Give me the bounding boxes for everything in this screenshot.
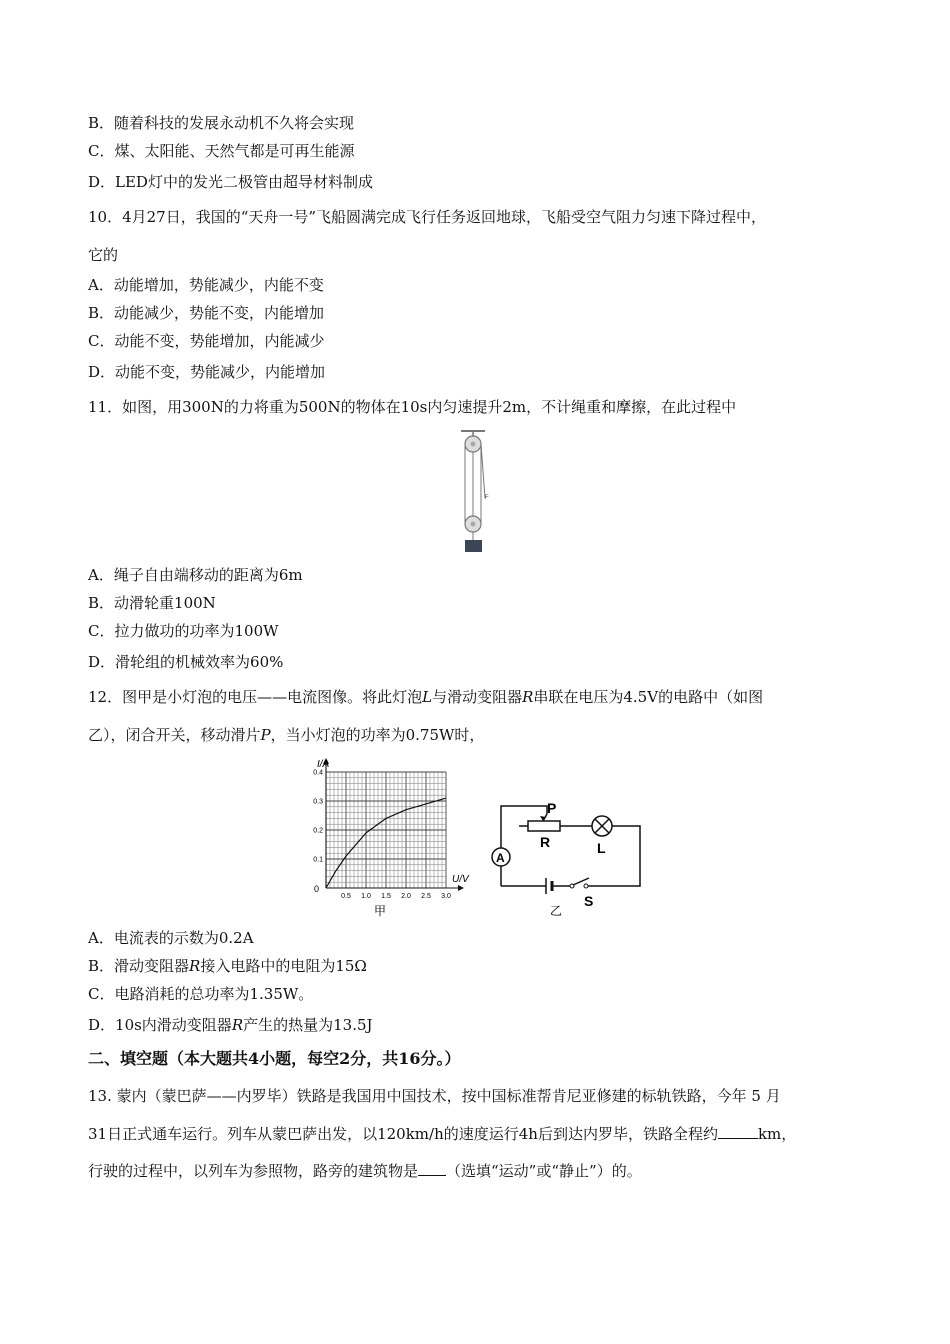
q10-option-a: A．动能增加，势能减少，内能不变	[88, 276, 324, 294]
iu-chart	[308, 755, 478, 920]
q9-option-b: B．随着科技的发展永动机不久将会实现	[88, 114, 355, 132]
q10-option-b: B．动能减少，势能不变，内能增加	[88, 304, 325, 322]
q9-option-d: D．LED灯中的发光二极管由超导材料制成	[88, 173, 373, 191]
q11-option-d: D．滑轮组的机械效率为60%	[88, 653, 284, 671]
x-tick-label: 3.0	[441, 893, 451, 900]
q10-stem-line2: 它的	[88, 246, 119, 264]
q12-stem-line1: 12．图甲是小灯泡的电压——电流图像。将此灯泡L与滑动变阻器R串联在电压为4.5V的电路中（如图	[88, 688, 764, 706]
q11-option-c: C．拉力做功的功率为100W	[88, 622, 279, 640]
x-tick-label: 1.5	[381, 893, 391, 900]
free-rope-end	[481, 444, 485, 498]
q12-option-d: D．10s内滑动变阻器R产生的热量为13.5J	[88, 1016, 373, 1034]
q13-line2: 31日正式通车运行。列车从蒙巴萨出发，以120km/h的速度运行4h后到达内罗毕，铁路全程约 km，	[88, 1125, 797, 1143]
circuit-caption: 乙	[550, 904, 563, 918]
answer-blank-2[interactable]	[418, 1161, 446, 1176]
rheostat-icon	[528, 821, 560, 831]
y-tick-label: 0.2	[313, 827, 323, 835]
q12-option-a: A．电流表的示数为0.2A	[88, 929, 254, 947]
section-2-heading: 二、填空题（本大题共4小题，每空2分，共16分。）	[88, 1049, 461, 1068]
q10-stem-line1: 10．4月27日，我国的“天舟一号”飞船圆满完成飞行任务返回地球，飞船受空气阻力匀速下降过程中，	[88, 208, 767, 226]
chart-caption: 甲	[374, 904, 387, 918]
y-tick-label: 0.1	[313, 856, 323, 864]
q10-option-c: C．动能不变，势能增加，内能减少	[88, 332, 325, 350]
x-tick-label: 1.0	[361, 893, 371, 900]
q13-line3: 行驶的过程中，以列车为参照物，路旁的建筑物是 （选填“运动”或“静止”）的。	[88, 1162, 642, 1180]
weight-block	[465, 540, 482, 552]
label-p: P	[547, 800, 557, 816]
y-axis-label: I/A	[317, 759, 330, 770]
q12-option-b: B．滑动变阻器R接入电路中的电阻为15Ω	[88, 957, 367, 975]
label-l: L	[597, 840, 606, 856]
q11-option-a: A．绳子自由端移动的距离为6m	[88, 566, 303, 584]
q11-stem: 11．如图，用300N的力将重为500N的物体在10s内匀速提升2m，不计绳重和摩擦，在此过程中	[88, 398, 737, 416]
x-tick-label: 0.5	[341, 893, 351, 900]
pulley-figure	[455, 428, 495, 554]
circuit-diagram	[488, 796, 646, 921]
label-s: S	[584, 893, 594, 909]
y-tick-label: 0.4	[313, 769, 323, 777]
x-axis-arrow-icon	[458, 885, 464, 891]
origin-label: 0	[314, 884, 320, 894]
answer-blank-1[interactable]	[718, 1124, 758, 1139]
x-axis-label: U/V	[452, 874, 469, 885]
x-tick-label: 2.5	[421, 893, 431, 900]
q13-line1: 13. 蒙内（蒙巴萨——内罗毕）铁路是我国用中国技术，按中国标准帮肯尼亚修建的标轨铁路，今年 5 月	[88, 1087, 781, 1105]
q9-option-c: C．煤、太阳能、天然气都是可再生能源	[88, 142, 355, 160]
force-label: F	[485, 495, 489, 501]
q11-option-b: B．动滑轮重100N	[88, 594, 216, 612]
label-a: A	[496, 851, 505, 865]
q12-option-c: C．电路消耗的总功率为1.35W。	[88, 985, 314, 1003]
q12-stem-line2: 乙），闭合开关，移动滑片P，当小灯泡的功率为0.75W时，	[88, 726, 485, 744]
q10-option-d: D．动能不变，势能减少，内能增加	[88, 363, 326, 381]
chart-grid	[326, 772, 446, 888]
x-tick-label: 2.0	[401, 893, 411, 900]
label-r: R	[540, 834, 551, 850]
y-tick-label: 0.3	[313, 798, 323, 806]
